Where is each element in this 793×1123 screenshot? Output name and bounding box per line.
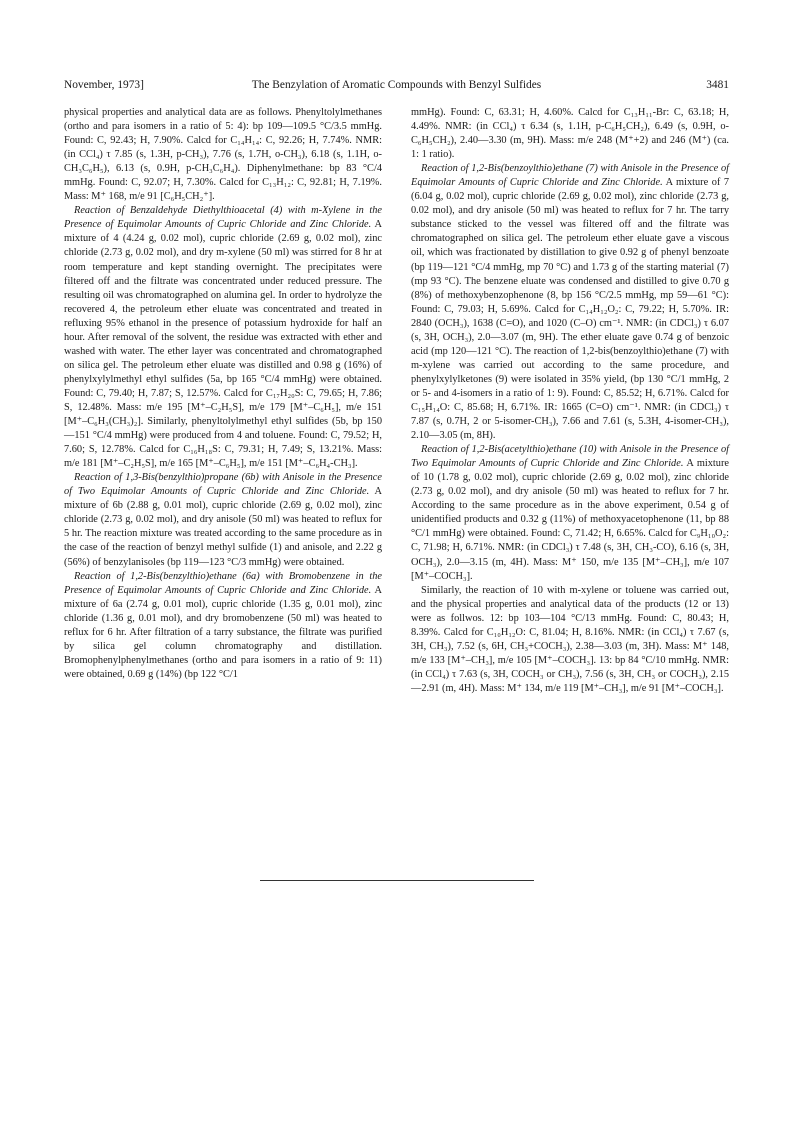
section-end-rule — [260, 880, 534, 881]
paragraph-text: A mixture of 10 (1.78 g, 0.02 mol), cupric chloride (2.69 g, 0.02 mol), zinc chloride (2.73 g, 0.02 mol), and dry anisole (50 ml) was heated to reflux for 7 hr. According to the same procedure as in the above experiment, 0.54 g of unidentified products and 0.32 g (11%) of methoxyacetophenone (11, bp 88 °C/1 mmHg) were obtained. Found: C, 71.42; H, 6.65%. Calcd for C₉H₁₀O₂: C, 71.98; H, 6.71%. NMR: (in CDCl₃) τ 7.48 (s, 3H, CH₃-CO), 6.16 (s, 3H, OCH₃), 2.0—3.15 (m, 4H). Mass: M⁺ 150, m/e 135 [M⁺–CH₃], m/e 107 [M⁺–COCH₃]. — [411, 458, 729, 582]
paragraph — [411, 443, 729, 583]
paragraph — [64, 106, 382, 204]
paragraph — [64, 204, 382, 471]
paragraph — [411, 584, 729, 696]
paragraph-text: A mixture of 6a (2.74 g, 0.01 mol), cupric chloride (1.35 g, 0.01 mol), zinc chloride (1.36 g, 0.01 mol), and dry bromobenzene (50 ml) was heated to reflux for 6 hr. After filtration of a tarry substance, the filtrate was purified by silica gel column chromatography and distillation. Bromophenylphenylmethanes (ortho and para isomers in a ratio of 9: 11) were obtained, 0.69 g (14%) (bp 122 °C/1 — [64, 584, 382, 680]
procedure-heading: Reaction of 1,2-Bis(acetylthio)ethane (10) with Anisole in the Presence of Two Equimolar Amounts of Cupric Chloride and Zinc Chloride. — [411, 444, 729, 470]
procedure-heading: Reaction of Benzaldehyde Diethylthioacetal (4) with m-Xylene in the Presence of Equimolar Amounts of Cupric Chloride and Zinc Chloride. — [64, 205, 382, 231]
paragraph — [64, 570, 382, 682]
running-title: The Benzylation of Aromatic Compounds with Benzyl Sulfides — [251, 79, 542, 91]
issue-date: November, 1973] — [64, 79, 144, 91]
paragraph-text: A mixture of 6b (2.88 g, 0.01 mol), cupric chloride (2.69 g, 0.02 mol), zinc chloride (2.73 g, 0.02 mol), and dry anisole (50 ml) was heated to reflux for 5 hr. The reaction mixture was treated according to the same procedure as in the case of the reaction of benzyl methyl sulfide (1) and anisole, and 2.22 g (56%) of benzylanisoles (bp 119—123 °C/3 mmHg) were obtained. — [64, 486, 382, 568]
paragraph — [64, 471, 382, 569]
page-number: 3481 — [706, 79, 729, 91]
paragraph-text: Similarly, the reaction of 10 with m-xylene or toluene was carried out, and the physical properties and analytical data of the products (12 or 13) were as follwos. 12: bp 103—104 °C/13 mmHg. Found: C, 80.43; H, 8.39%. Calcd for C₁₀H₁₂O: C, 81.04; H, 8.16%. NMR: (in CCl₄) τ 7.67 (s, 3H, CH₃), 7.52 (s, 6H, CH₃+COCH₃), 2.38—3.03 (m, 3H). Mass: M⁺ 148, m/e 133 [M⁺–CH₃], m/e 105 [M⁺–COCH₃]. 13: bp 84 °C/10 mmHg. NMR: (in CCl₄) τ 7.63 (s, 3H, COCH₃ or CH₃), 7.56 (s, 3H, CH₃ or COCH₃), 2.15—2.91 (m, 4H). Mass: M⁺ 134, m/e 119 [M⁺–CH₃], m/e 91 [M⁺–COCH₃]. — [411, 584, 729, 694]
paragraph-text: physical properties and analytical data are as follows. Phenyltolylmethanes (ortho and para isomers in a ratio of 5: 4): bp 109—109.5 °C/3.5 mmHg. Found: C, 92.43; H, 7.90%. Calcd for C₁₄H₁₄: C, 92.26; H, 7.74%. NMR: (in CCl₄) τ 7.85 (s, 1.3H, p-CH₃), 7.76 (s, 1.7H, o-CH₃), 6.18 (s, 1.1H, o-CH₃C₆H₅), 6.13 (s, 0.9H, p-CH₃C₆H₄). Diphenylmethane: bp 83 °C/4 mmHg. Found: C, 92.07; H, 7.30%. Calcd for C₁₃H₁₂: C, 92.81; H, 7.19%. Mass: M⁺ 168, m/e 91 [C₆H₅CH₂⁺]. — [64, 107, 382, 203]
paragraph-text: A mixture of 7 (6.04 g, 0.02 mol), cupric chloride (2.69 g, 0.02 mol), zinc chloride (2.73 g, 0.02 mol), and dry anisole (50 ml) was heated to reflux for 7 hr. The tarry substance sticked to the vessel was filtered off and the filtrate was chromatographed on silica gel. The petroleum ether eluate gave a viscous oil, which was fractionated by distillation to give 0.92 g of phenyl benzoate (bp 119—121 °C/4 mmHg, mp 70 °C) and 1.73 g of the starting material (7) (mp 93 °C). The benzene eluate was condensed and distilled to give 0.70 g (8%) of methoxybenzophenone (8, bp 156 °C/2.5 mmHg, mp 59—61 °C): Found: C, 79.03; H, 5.69%. Calcd for C₁₄H₁₂O₂: C, 79.22; H, 5.70%. IR: 2840 (OCH₃), 1638 (C=O), and 1020 (C–O) cm⁻¹. NMR: (in CDCl₃) τ 6.07 (s, 3H, OCH₃), 2.0—3.07 (m, 9H). The ether eluate gave 0.74 g of benzoic acid (mp 120—121 °C). The reaction of 1,2-bis(benzoylthio)ethane (7) with m-xylene was carried out according to the same procedure, and phenylxylylketones (9) were isolated in 35% yield, (bp 130 °C/1 mmHg, 2 or 5- and 4-isomers in a ratio of 1: 9). Found: C, 85.52; H, 6.71%. Calcd for C₁₅H₁₄O: C, 85.68; H, 6.71%. IR: 1665 (C=O) cm⁻¹. NMR: (in CDCl₃) τ 7.87 (s, 0.7H, 2 or 5-isomer-CH₃), 7.66 and 7.61 (s, 5.3H, 4-isomer-CH₃), 2.10—3.05 (m, 8H). — [411, 177, 729, 442]
procedure-heading: Reaction of 1,3-Bis(benzylthio)propane (6b) with Anisole in the Presence of Two Equimolar Amounts of Cupric Chloride and Zinc Chloride. — [64, 472, 382, 498]
paragraph-text: mmHg). Found: C, 63.31; H, 4.60%. Calcd for C₁₃H₁₁-Br: C, 63.18; H, 4.49%. NMR: (in CCl₄) τ 6.34 (s, 1.1H, p-C₆H₅CH₂), 6.49 (s, 0.9H, o-C₆H₅CH₂), 2.40—3.30 (m, 9H). Mass: m/e 248 (M⁺+2) and 246 (M⁺) (ca. 1: 1 ratio). — [411, 107, 729, 161]
running-header — [64, 77, 729, 93]
procedure-heading: Reaction of 1,2-Bis(benzoylthio)ethane (7) with Anisole in the Presence of Equimolar Amounts of Cupric Chloride and Zinc Chloride. — [411, 163, 729, 189]
procedure-heading: Reaction of 1,2-Bis(benzylthio)ethane (6a) with Bromobenzene in the Presence of Equimolar Amounts of Cupric Chloride and Zinc Chloride. — [64, 570, 382, 596]
paragraph — [411, 162, 729, 443]
paragraph — [411, 106, 729, 162]
right-column — [411, 106, 729, 696]
left-column — [64, 106, 382, 682]
paragraph-text: A mixture of 4 (4.24 g, 0.02 mol), cupric chloride (2.69 g, 0.02 mol), zinc chloride (2.73 g, 0.02 mol), and dry m-xylene (50 ml) was stirred for 8 hr at room temperature and kept standing overnight. The precipitates were filtered off and the filtrate was concentrated under reduced pressure. The resulting oil was chromatographed on alumina gel. In order to hydrolyze the recovered 4, the petroleum ether eluate was concentrated and treated in refluxing 95% ethanol in the presence of potassium hydroxide for half an hour. After removal of the solvent, the residue was extracted with ether and washed with water. The ether layer was concentrated and chromatographed on silica gel. The petroleum ether eluate was distilled and 0.98 g (16%) of phenylxylylmethyl ethyl sulfides (5a, bp 165 °C/4 mmHg) were obtained. Found: C, 79.40; H, 7.87; S, 12.57%. Calcd for C₁₇H₂₀S: C, 79.65; H, 7.86; S, 12.48%. Mass: m/e 195 [M⁺–C₂H₅S], m/e 179 [M⁺–C₆H₅], m/e 151 [M⁺–C₆H₃(CH₃)₂]. Similarly, phenyltolylmethyl ethyl sulfides (5b, bp 150—151 °C/4 mmHg) were produced from 4 and toluene. Found: C, 79.52; H, 7.60; S, 12.78%. Calcd for C₁₆H₁₈S: C, 79.31; H, 7.49; S, 13.21%. Mass: m/e 181 [M⁺–C₂H₅S], m/e 165 [M⁺–C₆H₅], m/e 151 [M⁺–C₆H₄-CH₃]. — [64, 219, 382, 470]
